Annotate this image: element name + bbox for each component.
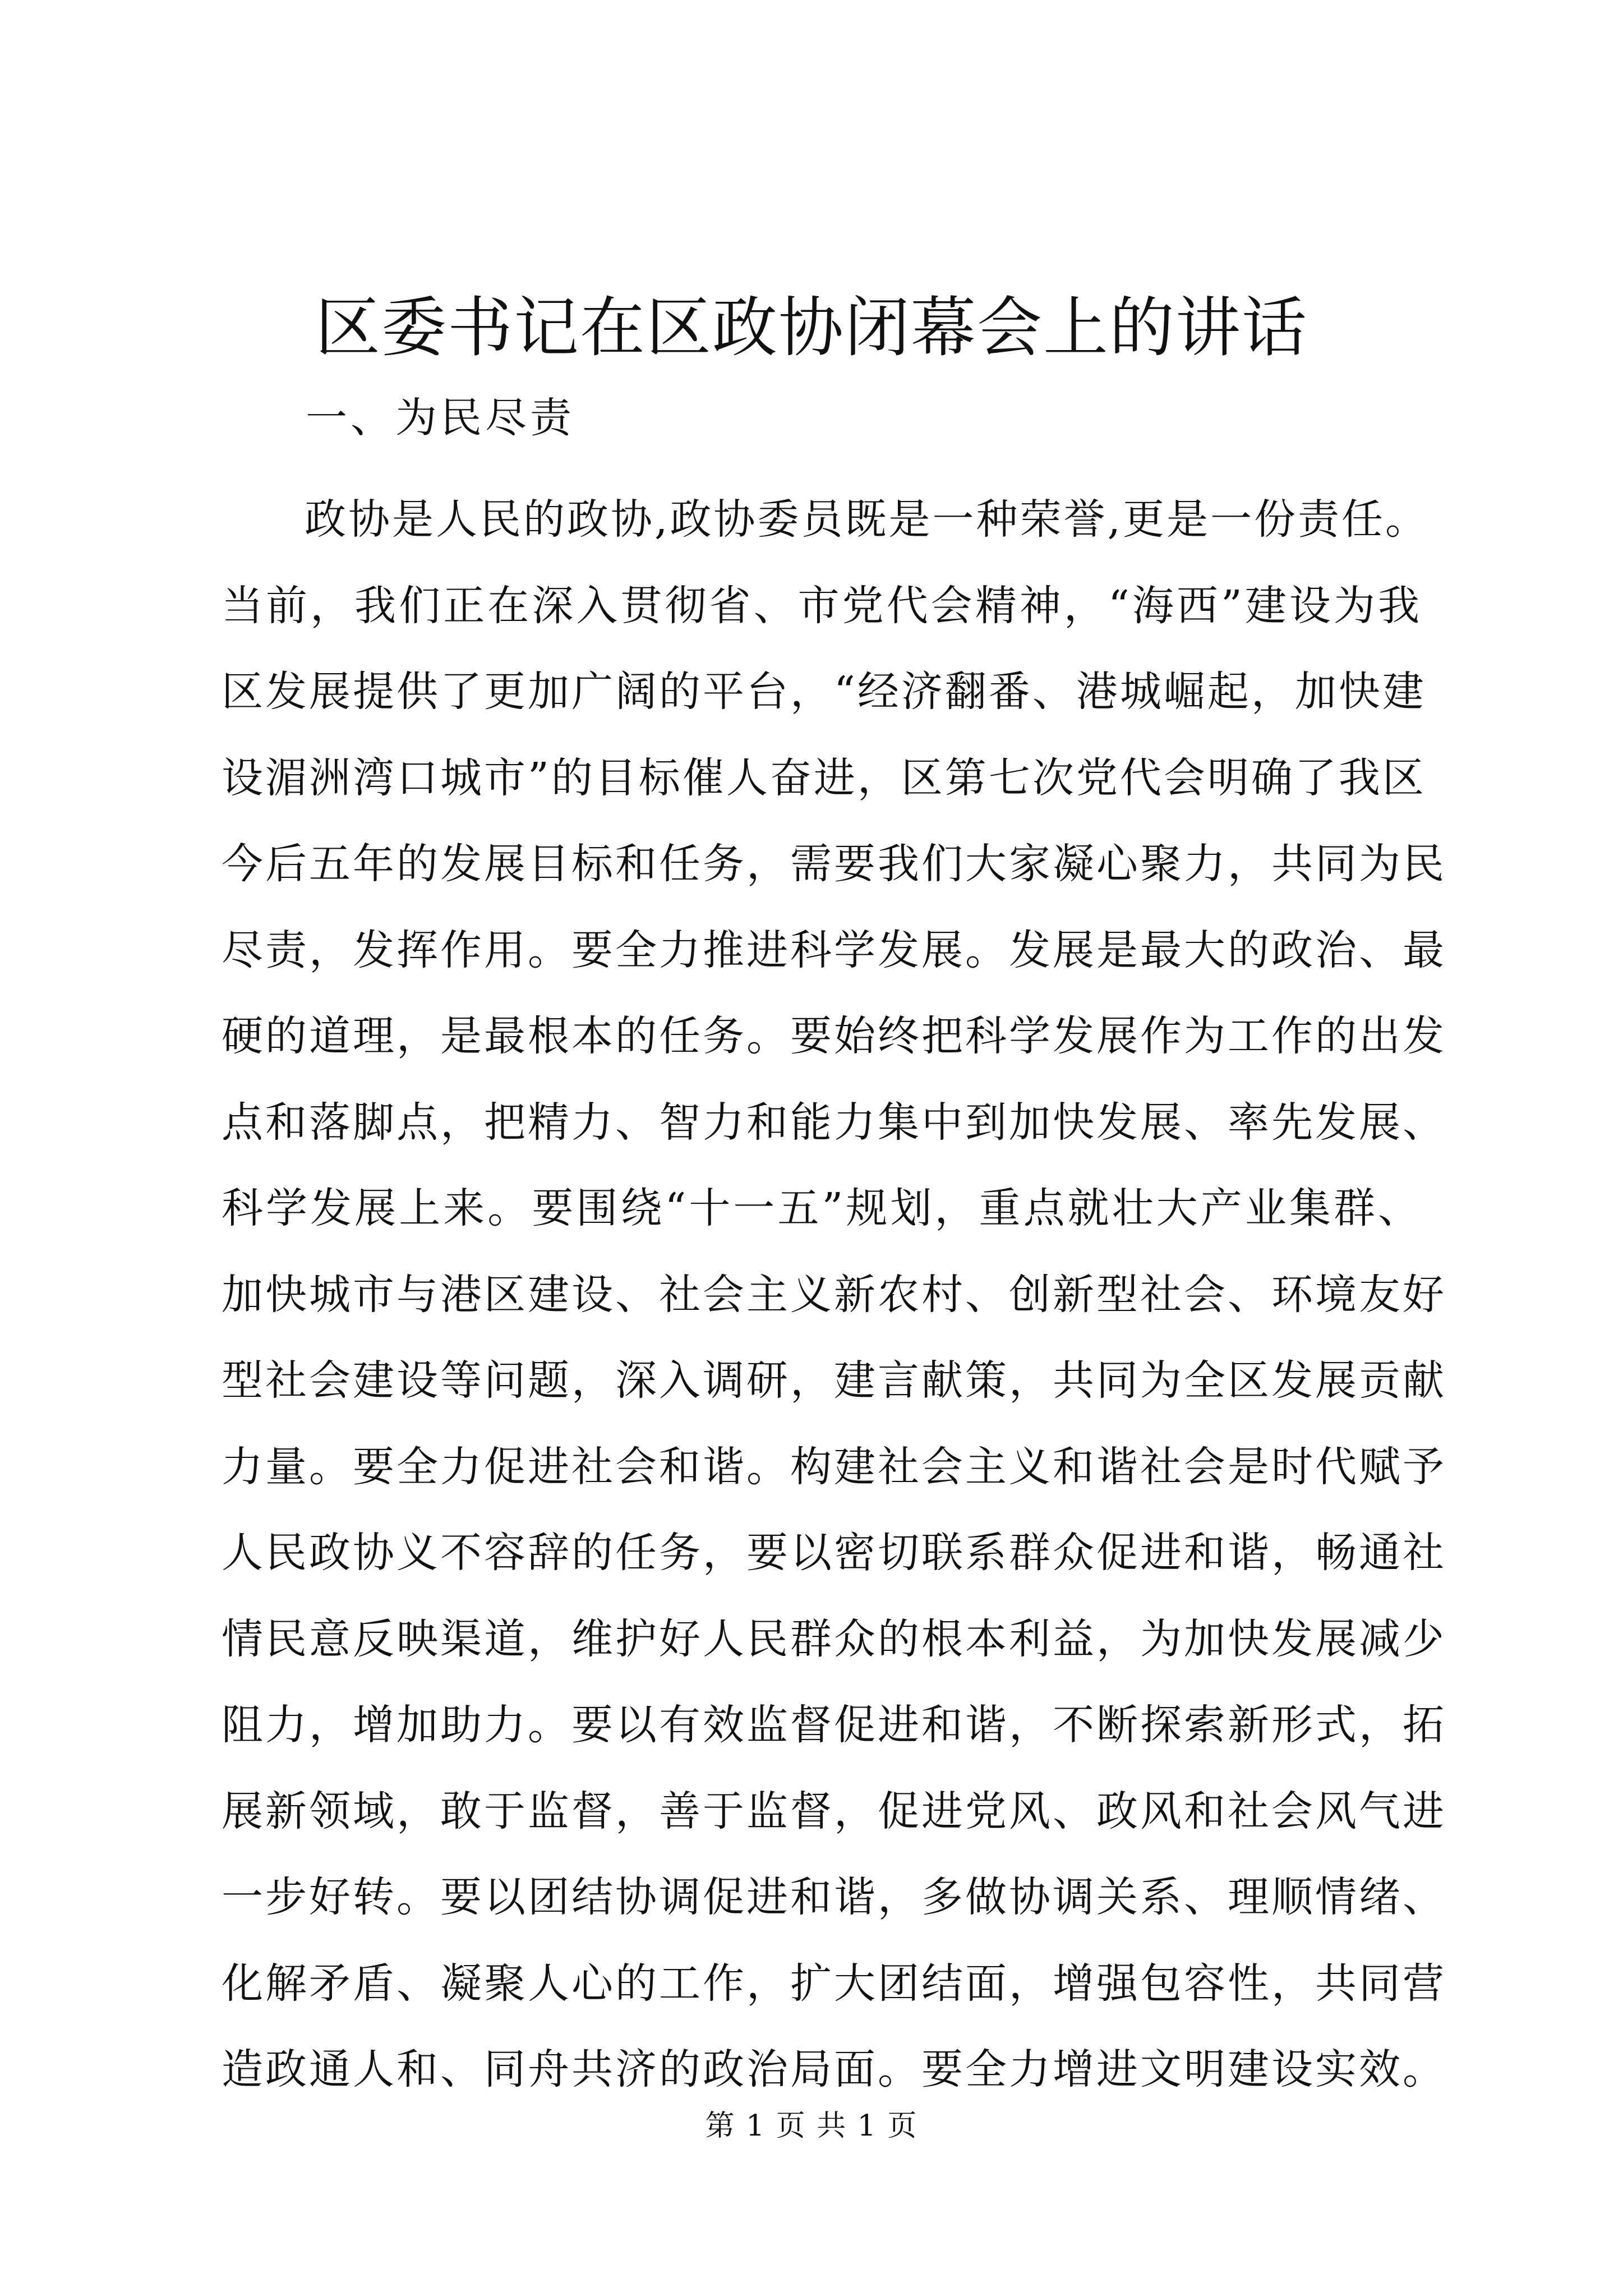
body-line: 造政通人和、同舟共济的政治局面。要全力增进文明建设实效。	[222, 2045, 1446, 2093]
body-line: 化解矛盾、凝聚人心的工作，扩大团结面，增强包容性，共同营	[222, 1959, 1446, 2008]
body-line: 人民政协义不容辞的任务，要以密切联系群众促进和谐，畅通社	[222, 1529, 1446, 1577]
body-line: 情民意反映渠道，维护好人民群众的根本利益，为加快发展减少	[222, 1614, 1446, 1663]
body-paragraph	[222, 477, 1446, 2113]
body-line: 硬的道理，是最根本的任务。要始终把科学发展作为工作的出发	[222, 1012, 1446, 1060]
body-line: 力量。要全力促进社会和谐。构建社会主义和谐社会是时代赋予	[222, 1442, 1446, 1491]
body-line: 当前，我们正在深入贯彻省、市党代会精神，“海西”建设为我	[222, 581, 1422, 630]
body-line: 今后五年的发展目标和任务，需要我们大家凝心聚力，共同为民	[222, 840, 1446, 888]
body-line: 科学发展上来。要围绕“十一五”规划，重点就壮大产业集群、	[222, 1184, 1422, 1232]
body-line: 设湄洲湾口城市”的目标催人奋进，区第七次党代会明确了我区	[222, 753, 1426, 802]
body-line: 型社会建设等问题，深入调研，建言献策，共同为全区发展贡献	[222, 1356, 1446, 1405]
body-line: 加快城市与港区建设、社会主义新农村、创新型社会、环境友好	[222, 1270, 1446, 1319]
body-line: 阻力，增加助力。要以有效监督促进和谐，不断探索新形式，拓	[222, 1701, 1446, 1749]
page-footer: 第 1 页 共 1 页	[705, 2109, 918, 2143]
section-heading: 一、为民尽责	[306, 394, 575, 442]
body-line: 尽责，发挥作用。要全力推进科学发展。发展是最大的政治、最	[222, 926, 1446, 974]
body-line: 区发展提供了更加广阔的平台，“经济翻番、港城崛起，加快建	[222, 668, 1426, 716]
body-line: 展新领域，敢于监督，善于监督，促进党风、政风和社会风气进	[222, 1787, 1446, 1835]
body-line: 政协是人民的政协,政协委员既是一种荣誉,更是一份责任。	[305, 495, 1430, 544]
document-title: 区委书记在区政协闭幕会上的讲话	[315, 290, 1308, 366]
body-line: 点和落脚点，把精力、智力和能力集中到加快发展、率先发展、	[222, 1098, 1446, 1147]
body-line: 一步好转。要以团结协调促进和谐，多做协调关系、理顺情绪、	[222, 1873, 1446, 1921]
